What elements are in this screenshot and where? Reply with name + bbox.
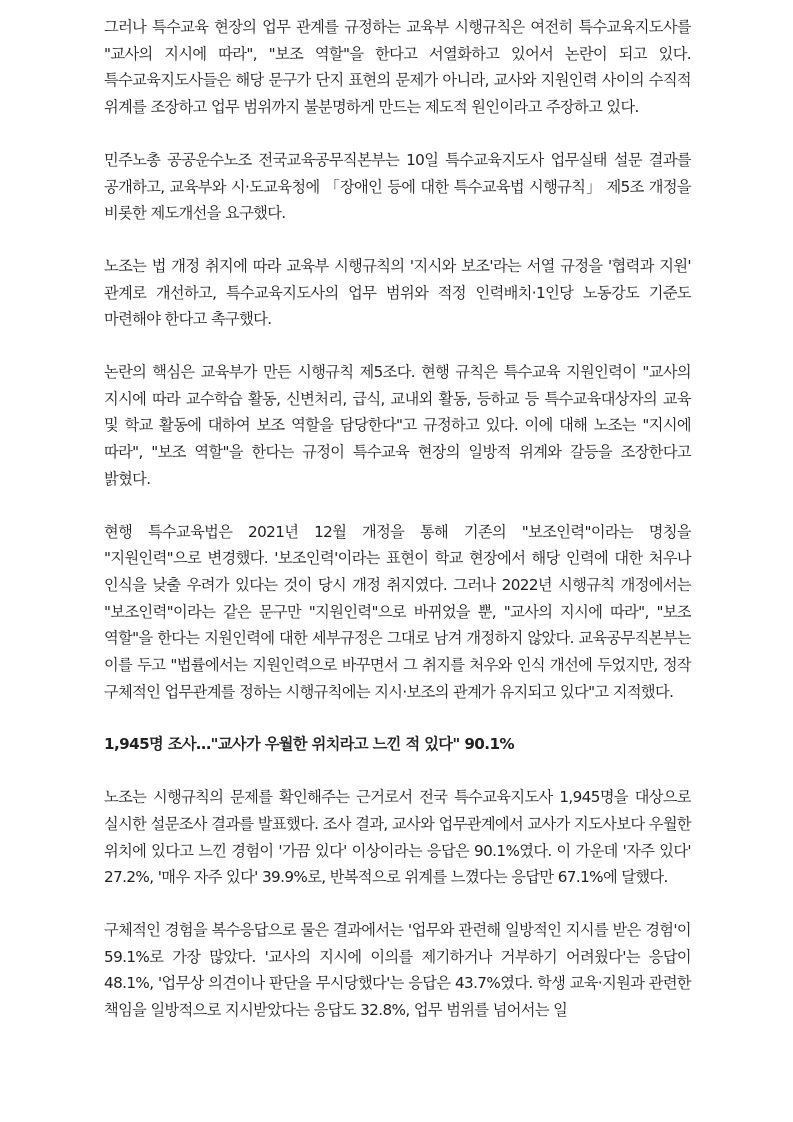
paragraph-5: 현행 특수교육법은 2021년 12월 개정을 통해 기존의 "보조인력"이라는 명칭을 "지원인력"으로 변경했다. '보조인력'이라는 표현이 학교 현장에서 해당 인력에 대한 처우나 인식을 낮출 우려가 있다는 것이 당시 개정 취지였다. 그러나 2022년 시행규칙 개정에서는 "보조인력"이라는 같은 문구만 "지원인력"으로 바뀌었을 뿐, "교사의 지시에 따라", "보조 역할"을 한다는 지원인력에 대한 세부규정은 그대로 남겨 개정하지 않았다. 교육공무직본부는 이를 두고 "법률에서는 지원인력으로 바꾸면서 그 취지를 처우와 인식 개선에 두었지만, 정작 구체적인 업무관계를 정하는 시행규칙에는 지시·보조의 관계가 유지되고 있다"고 지적했다. — [104, 522, 691, 701]
article-body — [104, 14, 691, 1050]
paragraph-4: 논란의 핵심은 교육부가 만든 시행규칙 제5조다. 현행 규칙은 특수교육 지원인력이 "교사의 지시에 따라 교수학습 활동, 신변처리, 급식, 교내외 활동, 등하교 등 특수교육대상자의 교육 및 학교 활동에 대하여 보조 역할을 담당한다"고 규정하고 있다. 이에 대해 노조는 "지시에 따라", "보조 역할"을 한다는 규정이 특수교육 현장의 일방적 위계와 갈등을 조장한다고 밝혔다. — [104, 363, 691, 488]
paragraph-7: 구체적인 경험을 복수응답으로 물은 결과에서는 '업무와 관련해 일방적인 지시를 받은 경험'이 59.1%로 가장 많았다. '교사의 지시에 이의를 제기하거나 거부하기 어려웠다'는 응답이 48.1%, '업무상 의견이나 판단을 무시당했다'는 응답은 43.7%였다. 학생 교육·지원과 관련한 책임을 일방적으로 지시받았다는 응답도 32.8%, 업무 범위를 넘어서는 일 — [104, 920, 691, 1020]
paragraph-1: 그러나 특수교육 현장의 업무 관계를 규정하는 교육부 시행규칙은 여전히 특수교육지도사를 "교사의 지시에 따라", "보조 역할"을 한다고 서열화하고 있어서 논란이 되고 있다. 특수교육지도사들은 해당 문구가 단지 표현의 문제가 아니라, 교사와 지원인력 사이의 수직적 위계를 조장하고 업무 범위까지 불분명하게 만드는 제도적 원인이라고 주장하고 있다. — [104, 18, 691, 117]
section-subheading: 1,945명 조사…"교사가 우월한 위치라고 느낀 적 있다" 90.1% — [104, 735, 515, 754]
paragraph-2: 민주노총 공공운수노조 전국교육공무직본부는 10일 특수교육지도사 업무실태 설문 결과를 공개하고, 교육부와 시·도교육청에 「장애인 등에 대한 특수교육법 시행규칙」 제5조 개정을 비롯한 제도개선을 요구했다. — [104, 150, 691, 223]
paragraph-6: 노조는 시행규칙의 문제를 확인해주는 근거로서 전국 특수교육지도사 1,945명을 대상으로 실시한 설문조사 결과를 발표했다. 조사 결과, 교사와 업무관계에서 교사가 지도사보다 우월한 위치에 있다고 느낀 경험이 '가끔 있다' 이상이라는 응답은 90.1%였다. 이 가운데 '자주 있다' 27.2%, '매우 자주 있다' 39.9%로, 반복적으로 위계를 느꼈다는 응답만 67.1%에 달했다. — [104, 788, 691, 887]
paragraph-3: 노조는 법 개정 취지에 따라 교육부 시행규칙의 '지시와 보조'라는 서열 규정을 '협력과 지원' 관계로 개선하고, 특수교육지도사의 업무 범위와 적정 인력배치·1인당 노동강도 기준도 마련해야 한다고 촉구했다. — [104, 256, 691, 329]
